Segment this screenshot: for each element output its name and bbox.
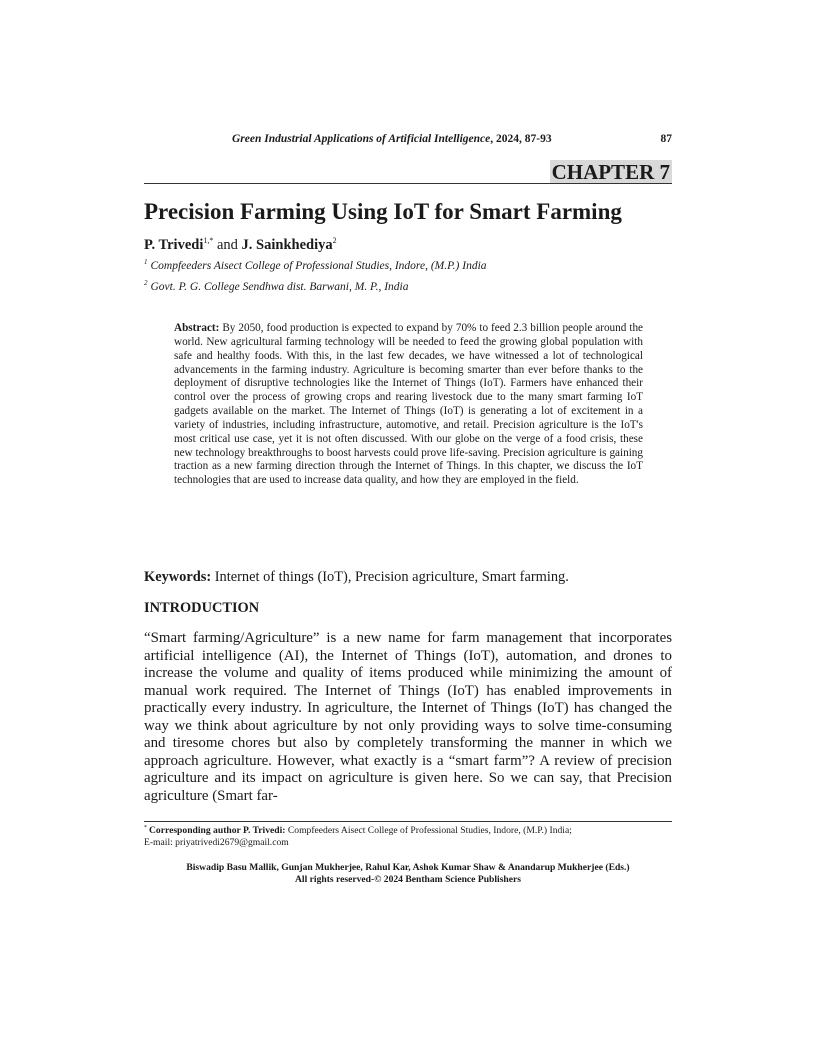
- affiliation-2-num: 2: [144, 279, 148, 287]
- abstract: [174, 322, 643, 488]
- journal-pages: , 2024, 87-93: [490, 133, 552, 145]
- keywords-label: Keywords:: [144, 569, 212, 585]
- journal-citation: [232, 133, 552, 145]
- footnote-marker: *: [144, 825, 147, 831]
- footnote-label: Corresponding author P. Trivedi:: [149, 825, 286, 836]
- footnote: [144, 825, 672, 849]
- author-joiner: and: [213, 237, 242, 253]
- chapter-title: Precision Farming Using IoT for Smart Farming: [144, 199, 622, 224]
- footnote-text: Compfeeders Aisect College of Professional Studies, Indore, (M.P.) India;: [285, 825, 572, 836]
- footnote-email: E-mail: priyatrivedi2679@gmail.com: [144, 837, 289, 848]
- affiliation-2: [144, 280, 409, 294]
- affiliation-2-text: Govt. P. G. College Sendhwa dist. Barwani, M. P., India: [150, 281, 409, 293]
- footnote-line-1: [144, 825, 672, 837]
- abstract-label: Abstract:: [174, 322, 220, 334]
- author-1: P. Trivedi: [144, 237, 204, 253]
- author-1-sup: 1,*: [203, 236, 214, 245]
- intro-paragraph: “Smart farming/Agriculture” is a new name for farm management that incorporates artificial intelligence (AI), the Internet of Things (IoT), automation, and drones to increase the volume and quality of items produced while minimizing the amount of manual work required. The Internet of Things (IoT) has enabled improvements in practically every industry. In agriculture, the Internet of Things (IoT) has changed the way we think about agriculture by not only providing ways to solve time-consuming and tiresome chores but also by completely transforming the manner in which we approach agriculture. However, what exactly is a “smart farm”? A review of precision agriculture and its impact on agriculture is given here. So we can say, that Precision agriculture (Smart far-: [144, 630, 672, 804]
- chapter-label: CHAPTER 7: [551, 160, 670, 184]
- editors-block: [144, 862, 672, 886]
- copyright-line: All rights reserved-© 2024 Bentham Science Publishers: [294, 874, 522, 885]
- footnote-divider: [144, 821, 672, 822]
- keywords-text: Internet of things (IoT), Precision agriculture, Smart farming.: [211, 569, 569, 585]
- editors-names: Biswadip Basu Mallik, Gunjan Mukherjee, Rahul Kar, Ashok Kumar Shaw & Anandarup Mukherjee (Eds.): [186, 862, 630, 873]
- header-divider: [144, 183, 672, 184]
- keywords: [144, 568, 569, 586]
- affiliation-1-text: Compfeeders Aisect College of Professional Studies, Indore, (M.P.) India: [150, 260, 487, 272]
- author-2-sup: 2: [332, 236, 337, 245]
- author-2: J. Sainkhediya: [241, 237, 333, 253]
- section-heading: INTRODUCTION: [144, 600, 260, 616]
- affiliation-1: [144, 259, 487, 273]
- page-number: 87: [660, 133, 672, 145]
- author-line: [144, 236, 337, 254]
- affiliation-1-num: 1: [144, 258, 148, 266]
- journal-name: Green Industrial Applications of Artificial Intelligence: [232, 133, 491, 145]
- abstract-text: By 2050, food production is expected to expand by 70% to feed 2.3 billion people around the world. New agricultural farming technology will be needed to feed the growing global population with safe and healthy foods. With this, in the last few decades, we have witnessed a lot of technological advancements in the farming industry. Agriculture is becoming smarter than ever before thanks to the deployment of disruptive technologies like the Internet of Things (IoT). Farmers have enhanced their control over the process of growing crops and rearing livestock due to the many smart farming IoT gadgets available on the market. The Internet of Things (IoT) is generating a lot of excitement in a variety of industries, including infrastructure, automotive, and retail. Precision agriculture is the IoT's most critical use case, yet it is not often discussed. With our globe on the verge of a food crisis, these new technology breakthroughs to boost harvests could prove life-saving. Precision agriculture is gaining traction as a new farming direction through the Internet of Things. In this chapter, we discuss the IoT technologies that are used to increase data quality, and how they are employed in the field.: [174, 322, 643, 487]
